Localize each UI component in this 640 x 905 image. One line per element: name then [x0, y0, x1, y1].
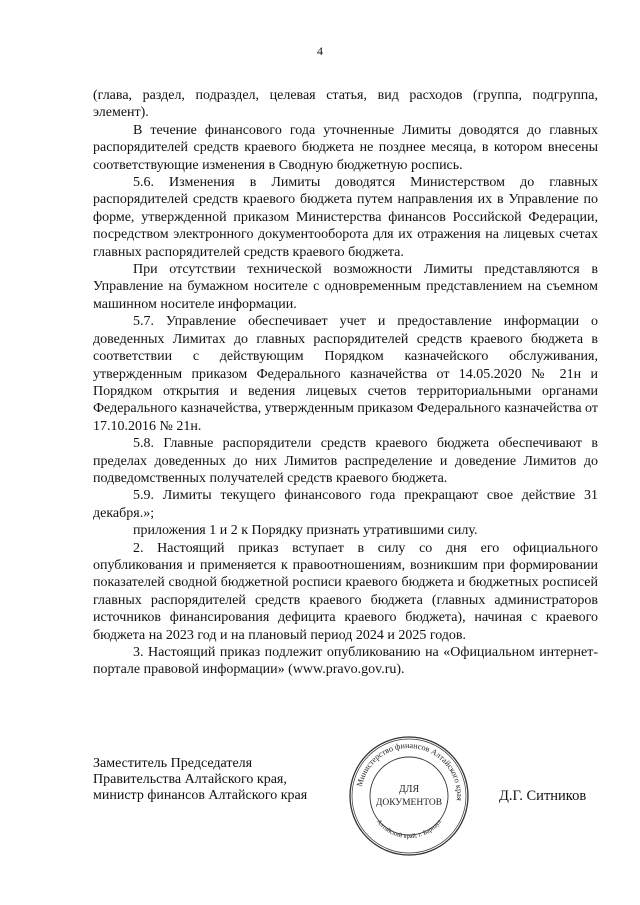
paragraph-5-8: 5.8. Главные распорядители средств краевого бюджета обеспечивают в пределах доведенных до них Лимитов распределение и доведение Лимитов до подведомственных получателей средств краевого бюджета.: [93, 436, 598, 486]
paragraph-5-9: 5.9. Лимиты текущего финансового года прекращают свое действие 31 декабря.»;: [93, 488, 598, 521]
paragraph-refined-limits: В течение финансового года уточненные Лимиты доводятся до главных распорядителей средств краевого бюджета не позднее месяца, в котором внесены соответствующие изменения в Сводную бюджетную роспись.: [93, 122, 598, 173]
paragraph-appendices: приложения 1 и 2 к Порядку признать утратившими силу.: [133, 523, 478, 539]
paragraph-continuation: (глава, раздел, подраздел, целевая статья, вид расходов (группа, подгруппа, элемент).: [93, 88, 598, 121]
stamp-ring-text: Министерство финансов Алтайского края: [354, 740, 465, 801]
paragraph-5-7: 5.7. Управление обеспечивает учет и предоставление информации о доведенных Лимитах до главных распорядителей средств краевого бюджета в соответствии с действующим Порядком казначейского обслуживания, утвержденным приказом Федерального казначейства от 14.05.2020 № 21н и Порядком открытия и ведения лицевых счетов территориальными органами Федерального казначейства, утвержденным приказом Федерального казначейства от 17.10.2016 № 21н.: [93, 314, 598, 434]
position-line: Правительства Алтайского края,: [93, 772, 287, 787]
stamp-center-line2: ДОКУМЕНТОВ: [375, 798, 443, 808]
stamp-center-line1: ДЛЯ: [398, 784, 420, 795]
document-body: [93, 87, 598, 679]
official-stamp: [347, 734, 471, 858]
paragraph-5-6: 5.6. Изменения в Лимиты доводятся Министерством до главных распорядителей средств краевого бюджета путем направления их в Управление по форме, утвержденной приказом Министерства финансов Российской Федерации, посредством электронного документооборота для их отражения на лицевых счетах главных распорядителей средств краевого бюджета.: [93, 175, 598, 260]
page-number: 4: [317, 44, 323, 58]
signatory-name: Д.Г. Ситников: [499, 788, 587, 804]
signatory-position: [93, 756, 307, 804]
paragraph-paper-carrier: При отсутствии технической возможности Лимиты представляются в Управление на бумажном носителе с одновременным представлением на съемном машинном носителе информации.: [93, 262, 598, 312]
position-line: Заместитель Председателя: [93, 756, 253, 771]
stamp-bottom-text: Алтайский край, г. Барнаул: [375, 818, 443, 841]
position-line: министр финансов Алтайского края: [93, 788, 308, 803]
paragraph-2: 2. Настоящий приказ вступает в силу со дня его официального опубликования и применяется к правоотношениям, возникшим при формировании показателей сводной бюджетной росписи краевого бюджета и бюджетных росписей главных распорядителей средств краевого бюджета (главных администраторов источников финансирования дефицита краевого бюджета), начиная с краевого бюджета на 2023 год и на плановый период 2024 и 2025 годов.: [93, 540, 598, 643]
paragraph-3: 3. Настоящий приказ подлежит опубликованию на «Официальном интернет-портале правовой информации» (www.pravo.gov.ru).: [93, 645, 598, 678]
